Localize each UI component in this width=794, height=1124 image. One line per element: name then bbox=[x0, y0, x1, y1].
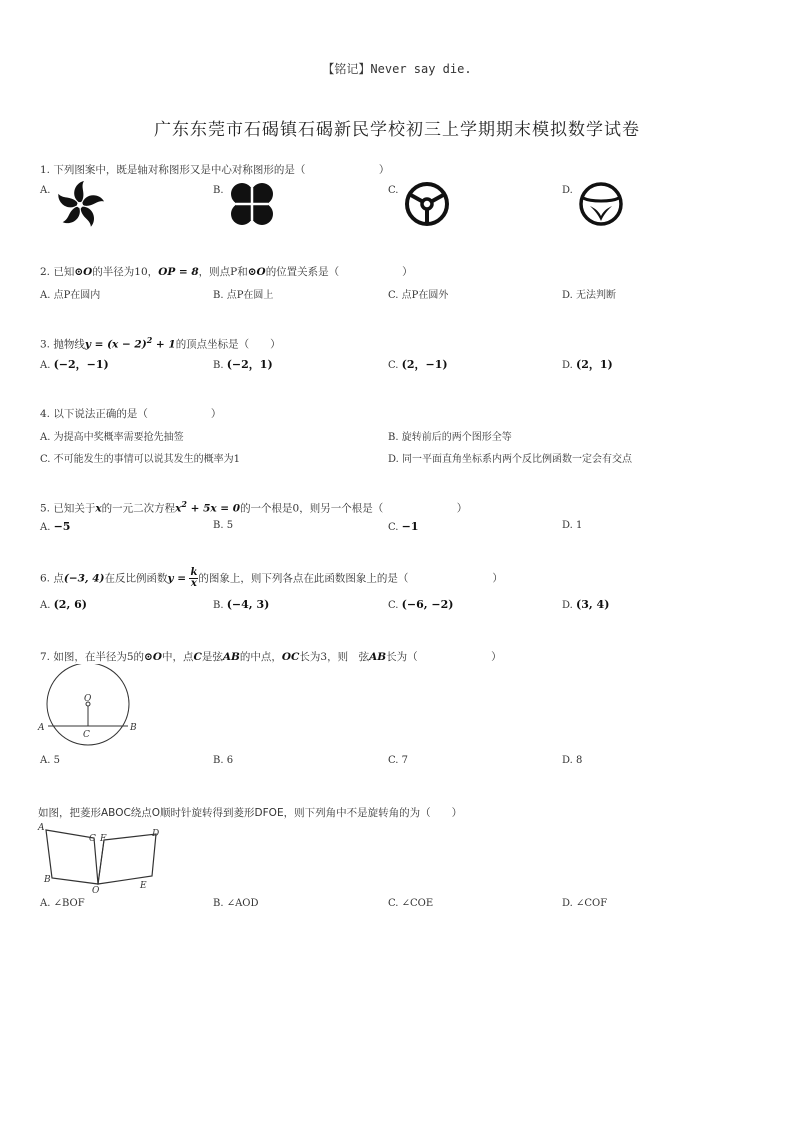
q8-option-a: A. ∠BOF bbox=[40, 898, 85, 909]
q2-option-a: A. 点P在圆内 bbox=[40, 290, 101, 301]
q7-option-c: C. 7 bbox=[388, 755, 409, 766]
label-o: O bbox=[92, 886, 100, 896]
bauhinia-icon bbox=[52, 178, 108, 232]
q8-rhombus-figure bbox=[34, 818, 166, 896]
q6-option-d: D. (3, 4) bbox=[562, 598, 610, 611]
label-a: A bbox=[38, 823, 45, 833]
steering-wheel-icon bbox=[403, 180, 451, 228]
motto: 【铭记】Never say die. bbox=[322, 62, 472, 76]
q5-option-b: B. 5 bbox=[213, 520, 234, 531]
q3-option-a: A. (−2，−1) bbox=[40, 358, 109, 371]
q2-stem: 2. 已知⊙O的半径为10，OP = 8，则点P和⊙O的位置关系是（ ） bbox=[40, 266, 413, 278]
car-logo-icon bbox=[577, 180, 625, 228]
q4-option-a: A. 为提高中奖概率需要抢先抽签 bbox=[40, 432, 184, 443]
q4-option-b: B. 旋转前后的两个图形全等 bbox=[388, 432, 512, 443]
q5-stem: 5. 已知关于x的一元二次方程$x^2 + 5x = 0$的一个根是0，则另一个根是（ ） bbox=[40, 499, 468, 515]
label-c: C bbox=[89, 834, 96, 844]
q3-option-d: D. (2，1) bbox=[562, 358, 613, 371]
q3-option-c: C. (2，−1) bbox=[388, 358, 448, 371]
label-f: F bbox=[100, 834, 107, 844]
label-o: O bbox=[84, 694, 92, 704]
q5-option-a: A. −5 bbox=[40, 520, 71, 533]
q4-stem: 4. 以下说法正确的是（ ） bbox=[40, 408, 222, 420]
q7-option-d: D. 8 bbox=[562, 755, 583, 766]
q8-option-d: D. ∠COF bbox=[562, 898, 608, 909]
q1-option-c: C. bbox=[388, 185, 399, 196]
q1-option-a: A. bbox=[40, 185, 51, 196]
page-title: 广东东莞市石碣镇石碣新民学校初三上学期期末模拟数学试卷 bbox=[154, 120, 640, 140]
q4-option-d: D. 同一平面直角坐标系内两个反比例函数一定会有交点 bbox=[388, 454, 633, 465]
q7-stem: 7. 如图，在半径为5的⊙O中，点C是弦AB的中点，OC长为3，则 弦AB长为（ ） bbox=[40, 651, 502, 663]
q3-stem: 3. 抛物线$y = (x - 2)^2 + 1$的顶点坐标是（ ） bbox=[40, 335, 281, 351]
q7-option-a: A. 5 bbox=[40, 755, 60, 766]
q4-option-c: C. 不可能发生的事情可以说其发生的概率为1 bbox=[40, 454, 241, 465]
q5-option-c: C. −1 bbox=[388, 520, 419, 533]
q7-option-b: B. 6 bbox=[213, 755, 234, 766]
q6-stem: 6. 点(−3, 4)在反比例函数y = $\frac{k}{x}$ 的图象上，则下列各点在此函数图象上的是（ ） bbox=[40, 567, 503, 589]
q8-stem: 如图，把菱形ABOC绕点O顺时针旋转得到菱形DFOE，则下列角中不是旋转角的为（ ） bbox=[38, 807, 463, 819]
q2-option-c: C. 点P在圆外 bbox=[388, 290, 449, 301]
q8-option-c: C. ∠COE bbox=[388, 898, 434, 909]
q6-option-c: C. (−6, −2) bbox=[388, 598, 454, 611]
q6-option-a: A. (2, 6) bbox=[40, 598, 87, 611]
q1-option-d: D. bbox=[562, 185, 573, 196]
q1-stem: 1. 下列图案中，既是轴对称图形又是中心对称图形的是（ ） bbox=[40, 164, 390, 176]
q7-circle-figure bbox=[36, 664, 140, 748]
label-a: A bbox=[38, 723, 45, 733]
label-d: D bbox=[152, 829, 160, 839]
q2-option-d: D. 无法判断 bbox=[562, 290, 617, 301]
q1-option-b: B. bbox=[213, 185, 224, 196]
octagon-cross-icon bbox=[228, 180, 276, 228]
label-b: B bbox=[130, 723, 137, 733]
q5-option-d: D. 1 bbox=[562, 520, 583, 531]
label-c: C bbox=[83, 730, 90, 740]
q8-option-b: B. ∠AOD bbox=[213, 898, 259, 909]
q3-option-b: B. (−2，1) bbox=[213, 358, 273, 371]
q2-option-b: B. 点P在圆上 bbox=[213, 290, 274, 301]
q6-option-b: B. (−4, 3) bbox=[213, 598, 270, 611]
label-b: B bbox=[44, 875, 51, 885]
label-e: E bbox=[140, 881, 147, 891]
